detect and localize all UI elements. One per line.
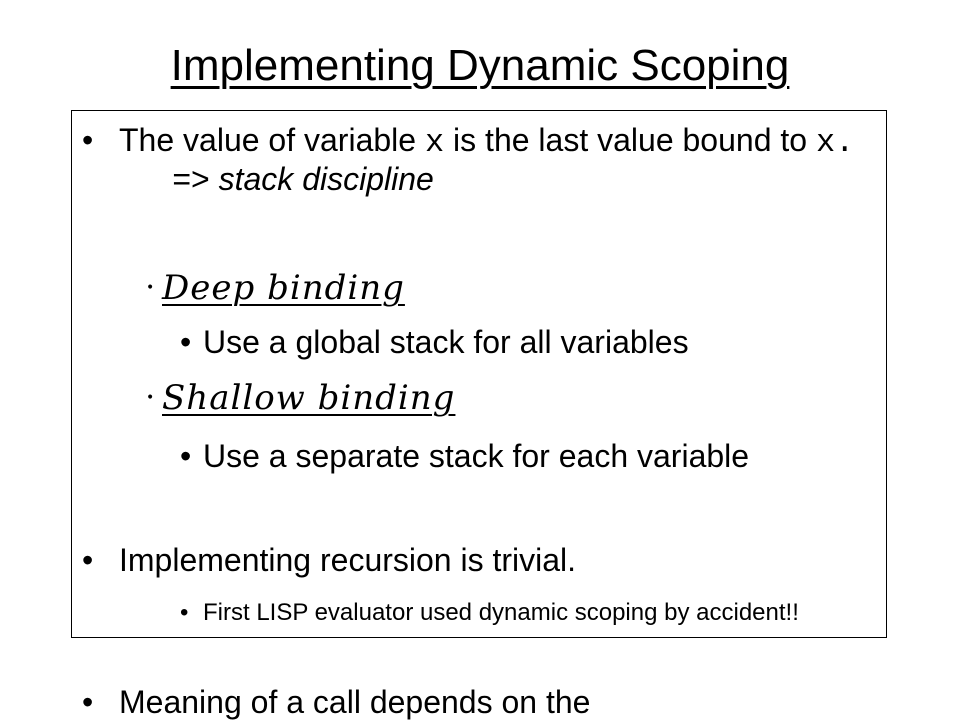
- deep-binding-detail-text: Use a global stack for all variables: [203, 324, 689, 360]
- bullet-dot: •: [146, 390, 156, 406]
- shallow-binding-detail-text: Use a separate stack for each variable: [203, 438, 750, 474]
- deep-binding-label: Deep binding: [162, 268, 405, 308]
- text-part: =>: [119, 161, 219, 197]
- bullet-meaning-text: Meaning of a call depends on the: [119, 684, 591, 720]
- bullet-value-bound-text: [119, 122, 859, 197]
- bullet-dot: •: [180, 438, 192, 474]
- bullet-dot: •: [82, 684, 94, 720]
- emphasis-stack-discipline: stack discipline: [218, 161, 434, 197]
- variable-x: x.: [815, 124, 855, 161]
- variable-x: x: [424, 124, 445, 161]
- shallow-binding-label: Shallow binding: [162, 378, 456, 418]
- bullet-dot: •: [180, 599, 189, 626]
- bullet-recursion-text: Implementing recursion is trivial.: [119, 542, 577, 578]
- bullet-dot: •: [82, 122, 94, 158]
- bullet-dot: •: [82, 542, 94, 578]
- bullet-dot: •: [146, 280, 156, 296]
- recursion-detail-text: First LISP evaluator used dynamic scoping by accident!!: [203, 599, 799, 626]
- text-part: is the last value bound to: [444, 122, 816, 158]
- slide-title: Implementing Dynamic Scoping: [170, 41, 790, 90]
- text-part: The value of variable: [119, 122, 425, 158]
- bullet-dot: •: [180, 324, 192, 360]
